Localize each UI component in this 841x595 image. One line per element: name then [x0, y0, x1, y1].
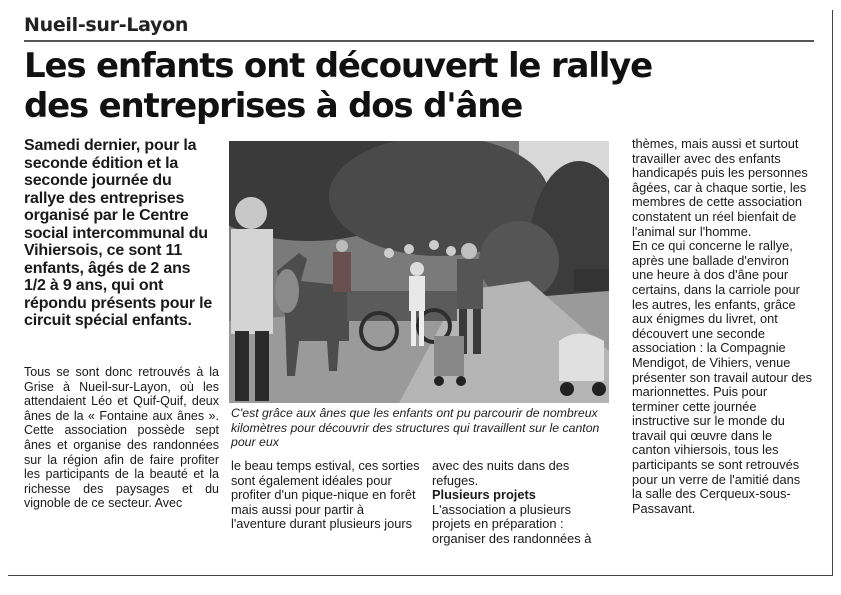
- headline: [24, 46, 814, 126]
- body-column-2: le beau temps estival, ces sorties sont également idéales pour profiter d'un pique-nique en forêt mais aussi pour partir à l'aventure durant plusieurs jours: [231, 458, 420, 532]
- body-column-3b-text: L'association a plusieurs projets en préparation : organiser des randonnées à: [432, 501, 592, 546]
- kicker-rule: [24, 40, 814, 42]
- headline-line-1: Les enfants ont découvert le rallye: [24, 46, 652, 86]
- photo-donkeys-children: [229, 141, 609, 403]
- location-kicker: Nueil-sur-Layon: [24, 14, 189, 36]
- body-column-1: Tous se sont donc retrouvés à la Grise à Nueil-sur-Layon, où les attendaient Léo et Quif-Quif, deux ânes de la « Fontaine aux ânes ». Cette association possède sept ânes et organise des randonnées sur la région afin de faire profiter les participants de la beauté et la richesse des paysages et du vignoble de ce secteur. Avec: [24, 365, 219, 511]
- section-subhead: Plusieurs projets: [432, 487, 536, 503]
- body-column-3: [432, 459, 612, 547]
- lead-paragraph: Samedi dernier, pour la seconde édition et la seconde journée du rallye des entreprises organisé par le Centre social intercommunal du Vihiersois, ce sont 11 enfants, âgés de 2 ans 1/2 à 9 ans, qui ont répondu présents pour le circuit spécial enfants.: [24, 137, 213, 329]
- article-photo: [229, 141, 609, 403]
- body-column-3-text: avec des nuits dans des refuges.: [432, 458, 570, 488]
- body-column-4a-text: thèmes, mais aussi et surtout travailler avec des enfants handicapés puis les personnes âgées, car à chaque sortie, les membres de cette association constatent un réel bienfait de l'animal sur l'homme.: [632, 136, 808, 239]
- body-column-4b-text: En ce qui concerne le rallye, après une ballade d'environ une heure à dos d'âne pour certains, dans la carriole pour les autres, les enfants, grâce aux énigmes du livret, ont découvert une seconde association : la Compagnie Mendigot, de Vihiers, venue présenter son travail autour des marionnettes. Puis pour terminer cette journée instructive sur le monde du travail qui œuvre dans le canton vihiersois, tous les participants se sont retrouvés pour un verre de l'amitié dans la salle des Cerqueux-sous-Passavant.: [632, 238, 812, 516]
- photo-caption: C'est grâce aux ânes que les enfants ont pu parcourir de nombreux kilomètres pour découvrir des structures qui travaillent sur le canton pour eux: [231, 406, 600, 449]
- headline-line-2: des entreprises à dos d'âne: [24, 86, 523, 126]
- body-column-4: [632, 137, 812, 516]
